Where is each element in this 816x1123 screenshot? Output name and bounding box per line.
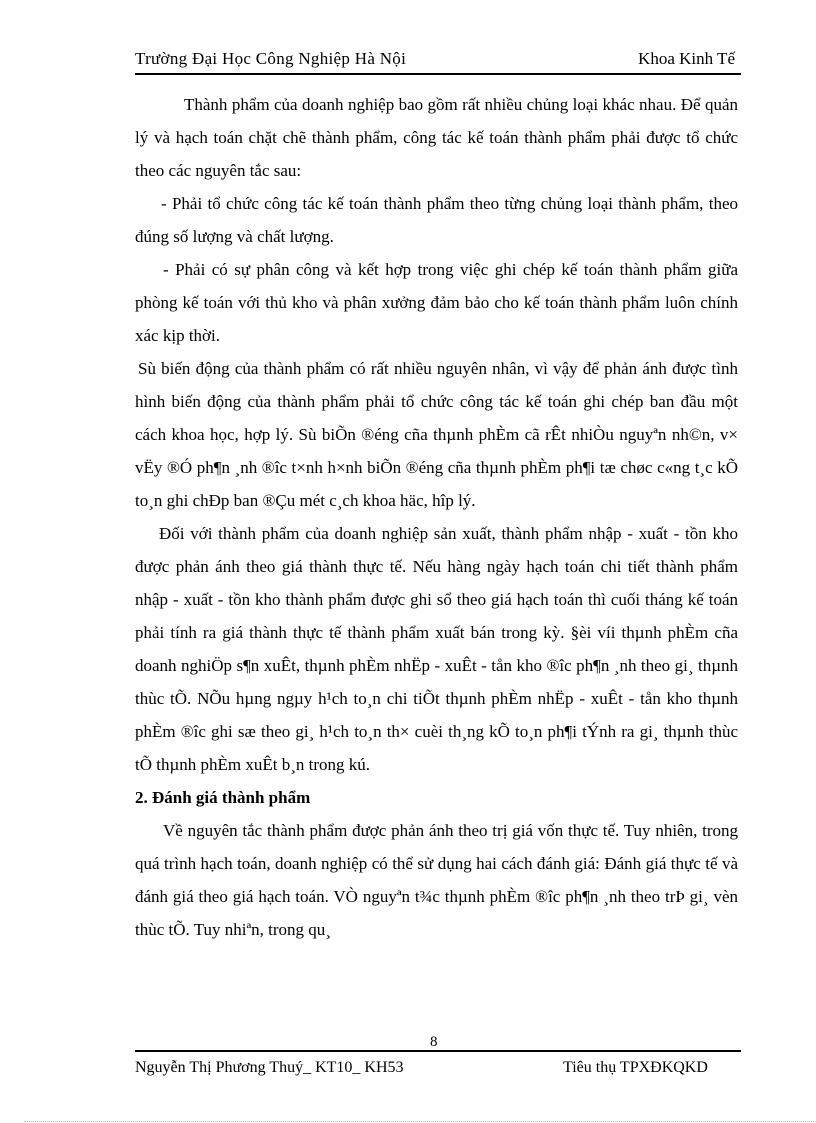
paragraph-intro: Thành phẩm của doanh nghiệp bao gồm rất nhiều chủng loại khác nhau. Để quản lý và hạch toán chặt chẽ thành phẩm, công tác kế toán thành phẩm phải được tổ chức theo các nguyên tắc sau: (135, 95, 738, 180)
header-university: Trường Đại Học Công Nghiệp Hà Nội (135, 49, 407, 68)
section-heading: 2. Đánh giá thành phẩm (135, 788, 311, 807)
page-body (135, 88, 738, 946)
paragraph-rule-1: - Phải tổ chức công tác kế toán thành phẩm theo từng chủng loại thành phẩm, theo đúng số lượng và chất lượng. (135, 194, 738, 246)
paragraph-rule-2: - Phải có sự phân công và kết hợp trong việc ghi chép kế toán thành phẩm giữa phòng kế toán với thủ kho và phân xưởng đảm bảo cho kế toán thành phẩm luôn chính xác kịp thời. (135, 260, 738, 345)
paragraph-valuation: Về nguyên tắc thành phẩm được phản ánh theo trị giá vốn thực tế. Tuy nhiên, trong quá trình hạch toán, doanh nghiệp có thể sử dụng hai cách đánh giá: Đánh giá thực tế và đánh giá theo giá hạch toán. VÒ nguyªn t¾c thµnh phÈm ®îc ph¶n ¸nh theo trÞ gi¸ vèn thùc tÕ. Tuy nhiªn, trong qu¸ (135, 821, 738, 939)
page-number: 8 (430, 1034, 438, 1050)
paragraph-production: Đối với thành phẩm của doanh nghiệp sản xuất, thành phẩm nhập - xuất - tồn kho được phản ánh theo giá thành thực tế. Nếu hàng ngày hạch toán chi tiết thành phẩm nhập - xuất - tồn kho thành phẩm được ghi sổ theo giá hạch toán thì cuối tháng kế toán phải tính ra giá thành thực tế thành phẩm xuất bán trong kỳ. §èi víi thµnh phÈm cña doanh nghiÖp s¶n xuÊt, thµnh phÈm nhËp - xuÊt - tån kho ®îc ph¶n ¸nh theo gi¸ thµnh thùc tÕ. NÕu hµng ngµy h¹ch to¸n chi tiÕt thµnh phÈm nhËp - xuÊt - tån kho thµnh phÈm ®îc ghi sæ theo gi¸ h¹ch to¸n th× cuèi th¸ng kÕ to¸n ph¶i tÝnh ra gi¸ thµnh thùc tÕ thµnh phÈm xuÊt b¸n trong kú. (135, 524, 738, 774)
header-faculty: Khoa Kinh Tế (638, 49, 735, 68)
paragraph-fluctuation: Sù biến động của thành phẩm có rất nhiều nguyên nhân, vì vậy để phản ánh được tình hình biến động của thành phẩm phải tổ chức công tác kế toán ghi chép ban đầu một cách khoa học, hợp lý. Sù biÕn ®éng cña thµnh phÈm cã rÊt nhiÒu nguyªn nh©n, v× vËy ®Ó ph¶n ¸nh ®îc t×nh h×nh biÕn ®éng cña thµnh phÈm ph¶i tæ chøc c«ng t¸c kÕ to¸n ghi chÐp ban ®Çu mét c¸ch khoa häc, hîp lý. (135, 359, 738, 510)
page-footer (135, 1050, 741, 1080)
page-edge-divider (24, 1121, 816, 1122)
footer-author: Nguyễn Thị Phương Thuý_ KT10_ KH53 (135, 1059, 404, 1076)
page-header (135, 47, 741, 75)
footer-topic: Tiêu thụ TPXĐKQKD (563, 1059, 708, 1076)
